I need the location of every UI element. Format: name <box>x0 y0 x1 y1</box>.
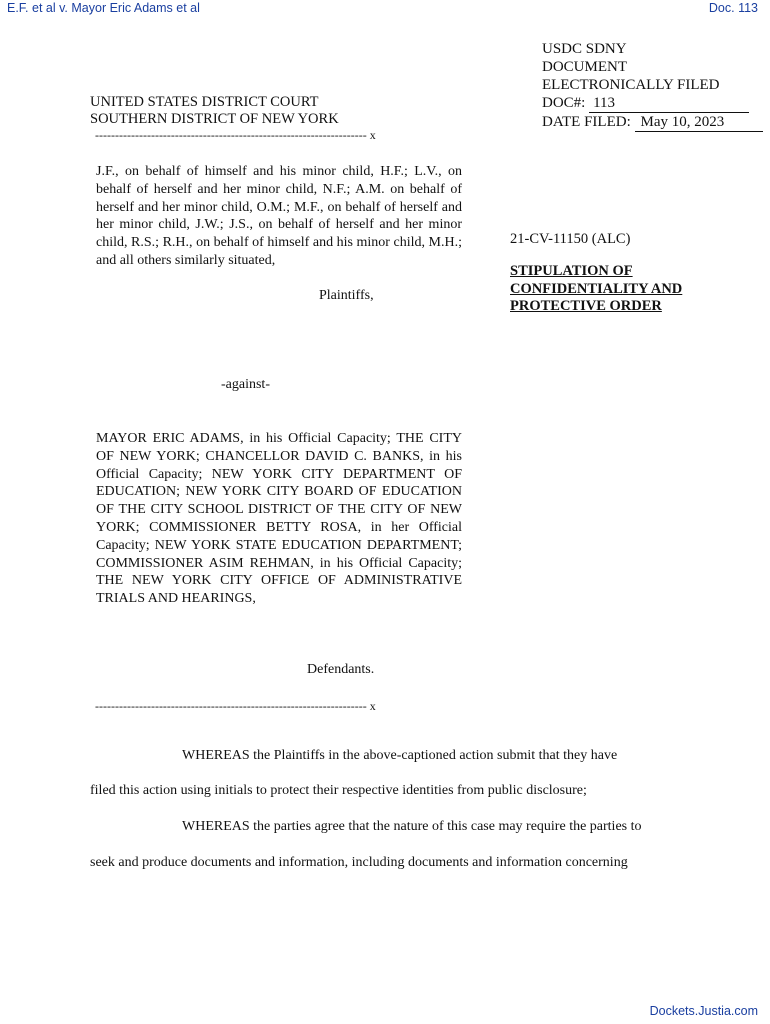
court-name <box>90 94 339 128</box>
doc-number-link[interactable]: Doc. 113 <box>708 1 758 15</box>
against-label: -against- <box>221 377 270 392</box>
justia-footer-link[interactable]: Dockets.Justia.com <box>649 1004 758 1018</box>
plaintiffs-list: J.F., on behalf of himself and his minor child, H.F.; L.V., on behalf of herself and her minor child, N.F.; A.M. on behalf of herself and her minor child, O.M.; M.F., on behalf of herself and her minor child, J.W.; J.S., on behalf of herself and her minor child, R.S.; R.H., on behalf of himself and his minor child, M.H.; and all others similarly situated, <box>96 164 462 268</box>
filing-stamp <box>542 40 763 132</box>
body-paragraph-line: seek and produce documents and information, including documents and information concerning <box>90 855 628 870</box>
stamp-date-value: May 10, 2023 <box>635 113 763 132</box>
caption-separator-bottom: -------------------------------------------------------------------- x <box>95 699 376 713</box>
title-line: CONFIDENTIALITY AND <box>510 280 683 297</box>
stamp-line: USDC SDNY <box>542 41 627 57</box>
stamp-date-row <box>542 113 763 132</box>
body-paragraph-line: WHEREAS the parties agree that the nature of this case may require the parties to <box>182 819 642 834</box>
stamp-doc-row <box>542 94 763 113</box>
stamp-doc-value: 113 <box>589 94 749 113</box>
case-title-link[interactable]: E.F. et al v. Mayor Eric Adams et al <box>7 1 200 15</box>
court-line: UNITED STATES DISTRICT COURT <box>90 94 319 110</box>
defendants-label: Defendants. <box>307 662 375 677</box>
document-title <box>510 263 682 316</box>
title-line: STIPULATION OF <box>510 263 633 279</box>
defendants-list: MAYOR ERIC ADAMS, in his Official Capacity; THE CITY OF NEW YORK; CHANCELLOR DAVID C. BANKS, in his Official Capacity; NEW YORK CITY DEPARTMENT OF EDUCATION; NEW YORK CITY BOARD OF EDUCATION OF THE CITY SCHOOL DISTRICT OF THE CITY OF NEW YORK; COMMISSIONER BETTY ROSA, in her Official Capacity; NEW YORK STATE EDUCATION DEPARTMENT; COMMISSIONER ASIM REHMAN, in his Official Capacity; THE NEW YORK CITY OFFICE OF ADMINISTRATIVE TRIALS AND HEARINGS, <box>96 431 462 607</box>
stamp-line: DOCUMENT <box>542 59 627 75</box>
caption-separator-top: -------------------------------------------------------------------- x <box>95 128 376 142</box>
title-line: PROTECTIVE ORDER <box>510 298 662 314</box>
plaintiffs-label: Plaintiffs, <box>319 288 374 303</box>
stamp-date-label: DATE FILED: <box>542 114 631 130</box>
court-line: SOUTHERN DISTRICT OF NEW YORK <box>90 111 339 127</box>
stamp-line: ELECTRONICALLY FILED <box>542 77 720 93</box>
stamp-doc-label: DOC#: <box>542 95 586 111</box>
body-paragraph-line: filed this action using initials to protect their respective identities from public disclosure; <box>90 783 587 798</box>
body-paragraph-line: WHEREAS the Plaintiffs in the above-captioned action submit that they have <box>182 748 618 763</box>
case-number: 21-CV-11150 (ALC) <box>510 231 631 247</box>
